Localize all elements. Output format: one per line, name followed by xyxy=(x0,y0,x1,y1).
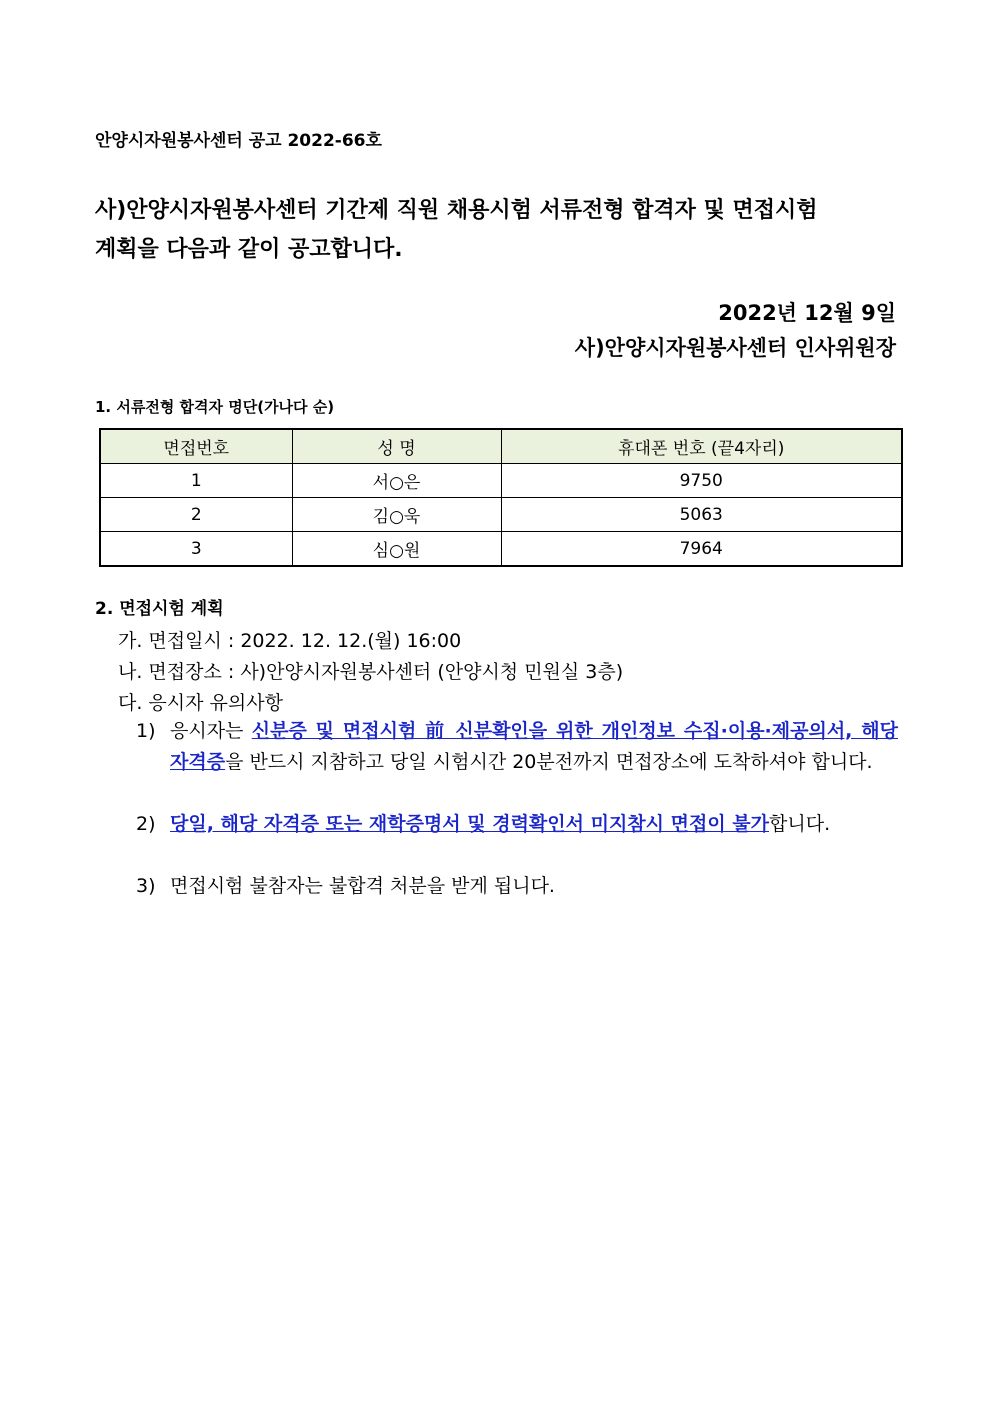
note-text xyxy=(170,716,898,778)
announcement-date: 2022년 12월 9일 xyxy=(718,301,896,325)
cell-name: 서○은 xyxy=(292,464,501,498)
cell-interview-number: 3 xyxy=(100,532,292,567)
issuer-name: 사)안양시자원봉사센터 인사위원장 xyxy=(574,336,896,360)
notice-number: 안양시자원봉사센터 공고 2022-66호 xyxy=(95,131,382,151)
table-row xyxy=(100,498,902,532)
cell-name: 김○욱 xyxy=(292,498,501,532)
note-number: 1) xyxy=(136,720,156,742)
headline-line-1: 사)안양시자원봉사센터 기간제 직원 채용시험 서류전형 합격자 및 면접시험 xyxy=(95,198,818,223)
interview-datetime: 가. 면접일시 : 2022. 12. 12.(월) 16:00 xyxy=(118,630,462,652)
cell-phone: 5063 xyxy=(501,498,902,532)
cell-phone: 9750 xyxy=(501,464,902,498)
interview-location: 나. 면접장소 : 사)안양시자원봉사센터 (안양시청 민원실 3층) xyxy=(118,661,624,683)
table-row xyxy=(100,464,902,498)
cell-phone: 7964 xyxy=(501,532,902,567)
cell-interview-number: 1 xyxy=(100,464,292,498)
note-text-plain: 면접시험 불참자는 불합격 처분을 받게 됩니다. xyxy=(170,875,555,897)
section-2-title: 2. 면접시험 계획 xyxy=(95,599,224,619)
note-item-1 xyxy=(136,716,898,778)
header-phone: 휴대폰 번호 (끝4자리) xyxy=(501,429,902,464)
table-row xyxy=(100,532,902,567)
note-number: 2) xyxy=(136,813,156,835)
note-number: 3) xyxy=(136,875,156,897)
header-interview-number: 면접번호 xyxy=(100,429,292,464)
note-text xyxy=(170,809,898,840)
note-text-emphasis: 당일, 해당 자격증 또는 재학증명서 및 경력확인서 미지참시 면접이 불가 xyxy=(170,813,770,835)
note-item-2 xyxy=(136,809,898,840)
note-text-plain: 합니다. xyxy=(769,813,831,835)
note-item-3 xyxy=(136,871,898,902)
headline-line-2: 계획을 다음과 같이 공고합니다. xyxy=(95,237,403,262)
header-name: 성 명 xyxy=(292,429,501,464)
applicant-notes-heading: 다. 응시자 유의사항 xyxy=(118,692,283,714)
table-header-row xyxy=(100,429,902,464)
section-1-title: 1. 서류전형 합격자 명단(가나다 순) xyxy=(95,398,335,416)
cell-interview-number: 2 xyxy=(100,498,292,532)
cell-name: 심○원 xyxy=(292,532,501,567)
note-text-emphasis: 신분증 및 면접시험 前 신분확인을 위한 개인정보 수집·이용·제공의서, 해당 자격증 xyxy=(170,720,898,773)
candidate-table xyxy=(99,428,903,567)
note-text-plain: 응시자는 xyxy=(170,720,252,742)
note-text xyxy=(170,871,898,902)
note-text-plain: 을 반드시 지참하고 당일 시험시간 20분전까지 면접장소에 도착하셔야 합니다. xyxy=(225,751,873,773)
